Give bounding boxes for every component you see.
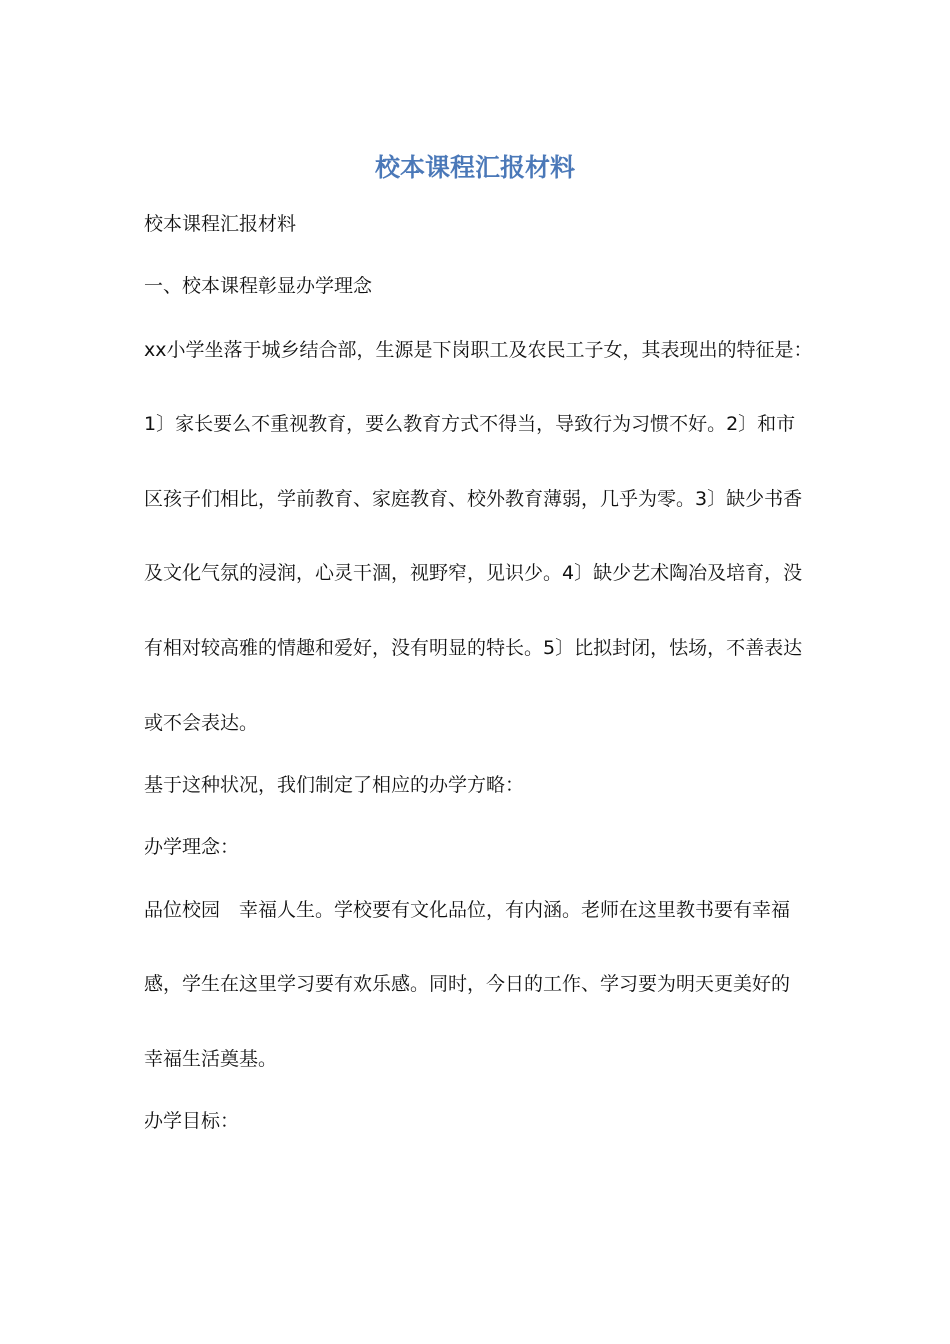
body-line: 基于这种状况，我们制定了相应的办学方略： (144, 774, 525, 796)
subtitle-line: 校本课程汇报材料 (144, 213, 297, 235)
body-line: 幸福生活奠基。 (144, 1048, 278, 1070)
body-line: 感，学生在这里学习要有欢乐感。同时，今日的工作、学习要为明天更美好的 (144, 973, 791, 995)
label-line: 办学理念： (144, 836, 240, 858)
body-line: 1〕家长要么不重视教育，要么教育方式不得当，导致行为习惯不好。2〕和市 (144, 413, 796, 435)
body-line: 有相对较高雅的情趣和爱好，没有明显的特长。5〕比拟封闭，怯场，不善表达 (144, 637, 803, 659)
body-line: 品位校园 幸福人生。学校要有文化品位，有内涵。老师在这里教书要有幸福 (144, 899, 791, 921)
body-line: 及文化气氛的浸润，心灵干涸，视野窄，见识少。4〕缺少艺术陶冶及培育，没 (144, 562, 803, 584)
document-title: 校本课程汇报材料 (374, 153, 575, 182)
body-line: 或不会表达。 (144, 712, 259, 734)
body-line: xx小学坐落于城乡结合部，生源是下岗职工及农民工子女，其表现出的特征是： (144, 339, 813, 361)
section-heading: 一、校本课程彰显办学理念 (144, 275, 373, 297)
label-line: 办学目标： (144, 1110, 240, 1132)
body-line: 区孩子们相比，学前教育、家庭教育、校外教育薄弱，几乎为零。3〕缺少书香 (144, 488, 803, 510)
